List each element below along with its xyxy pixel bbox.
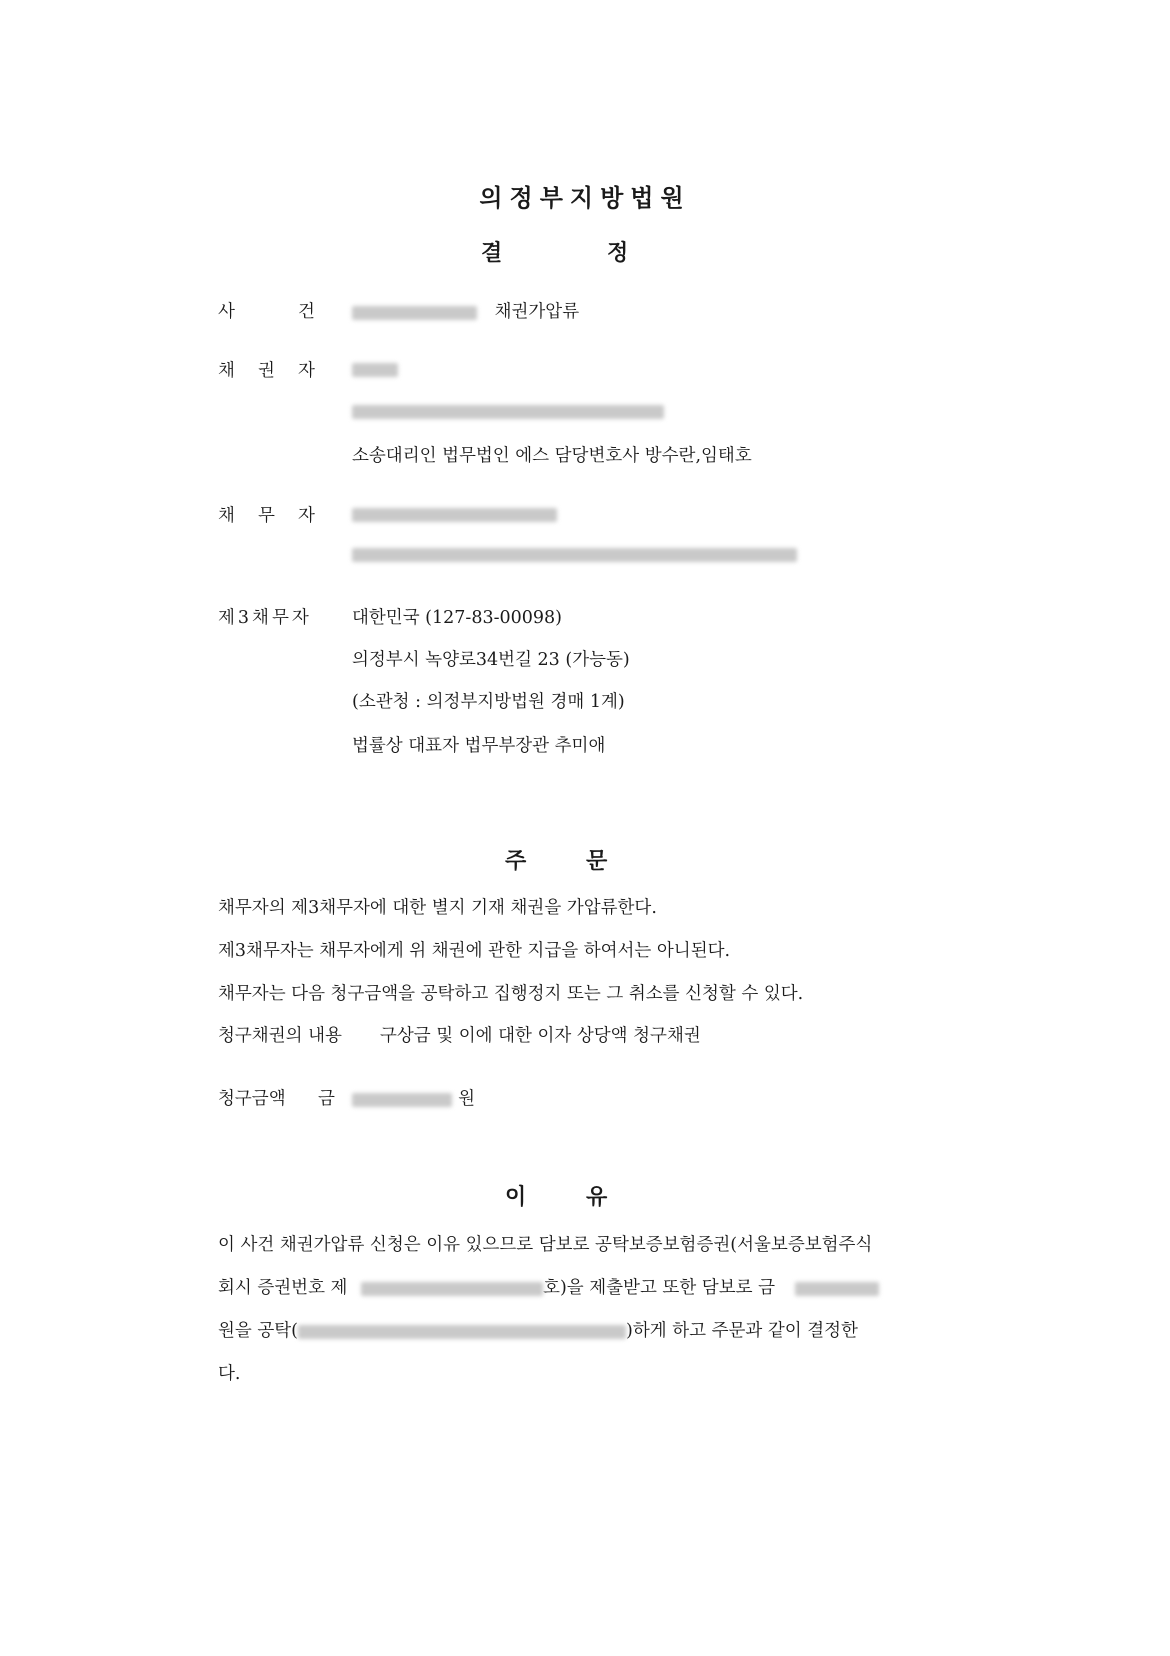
reason-line-2-b: 호)을 제출받고 또한 담보로 금	[543, 1278, 775, 1298]
court-name: 의정부지방법원	[479, 184, 691, 212]
reason-line-1: 이 사건 채권가압류 신청은 이유 있으므로 담보로 공탁보증보험증권(서울보증보험주식	[218, 1235, 873, 1255]
third-debtor-line-3: (소관청 : 의정부지방법원 경매 1계)	[352, 692, 625, 712]
case-type: 채권가압류	[494, 302, 580, 322]
order-heading-left: 주	[505, 849, 527, 874]
redacted-deposit-detail	[298, 1325, 626, 1339]
case-value	[352, 298, 579, 323]
claim-amount-suffix: 원	[458, 1089, 475, 1109]
order-heading-right: 문	[586, 849, 608, 874]
third-debtor-line-2: 의정부시 녹양로34번길 23 (가능동)	[352, 650, 630, 670]
case-label-b: 건	[298, 302, 315, 322]
title-char-left: 결	[481, 241, 503, 266]
creditor-agent: 소송대리인 법무법인 에스 담당변호사 방수란,임태호	[352, 446, 752, 466]
redacted-creditor-name	[352, 363, 398, 377]
claim-amount-prefix: 금	[318, 1089, 335, 1109]
title-char-right: 정	[607, 241, 629, 266]
reason-line-2	[218, 1274, 879, 1299]
redacted-debtor-name	[352, 508, 557, 522]
reason-heading-right: 유	[586, 1185, 608, 1210]
third-debtor-line-1: 대한민국 (127-83-00098)	[352, 608, 563, 628]
creditor-label-1: 채	[218, 361, 235, 381]
redacted-case-number	[352, 306, 477, 320]
reason-line-2-a: 회시 증권번호 제	[218, 1278, 348, 1298]
claim-content-label: 청구채권의 내용	[218, 1026, 342, 1046]
redacted-claim-amount	[352, 1093, 452, 1107]
reason-heading-left: 이	[505, 1185, 527, 1210]
reason-line-3-a: 원을 공탁(	[218, 1321, 299, 1341]
order-line-3: 채무자는 다음 청구금액을 공탁하고 집행정지 또는 그 취소를 신청할 수 있다.	[218, 984, 804, 1004]
redacted-creditor-address	[352, 405, 664, 419]
case-label-a: 사	[218, 302, 235, 322]
reason-line-3-b: )하게 하고 주문과 같이 결정한	[626, 1321, 858, 1341]
claim-amount-value	[318, 1085, 475, 1110]
order-line-1: 채무자의 제3채무자에 대한 별지 기재 채권을 가압류한다.	[218, 898, 657, 918]
third-debtor-label: 제3채무자	[218, 608, 312, 628]
redacted-debtor-address	[352, 548, 797, 562]
debtor-label-1: 채	[218, 506, 235, 526]
redacted-deposit-amount	[795, 1282, 879, 1296]
redacted-bond-number	[361, 1282, 543, 1296]
creditor-label-2: 권	[258, 361, 275, 381]
debtor-label-3: 자	[298, 506, 315, 526]
reason-line-3	[218, 1317, 858, 1342]
claim-amount-label: 청구금액	[218, 1089, 286, 1109]
claim-content-value: 구상금 및 이에 대한 이자 상당액 청구채권	[380, 1026, 701, 1046]
reason-line-4: 다.	[218, 1364, 241, 1384]
third-debtor-line-4: 법률상 대표자 법무부장관 추미애	[352, 736, 606, 756]
order-line-2: 제3채무자는 채무자에게 위 채권에 관한 지급을 하여서는 아니된다.	[218, 941, 731, 961]
debtor-label-2: 무	[258, 506, 275, 526]
creditor-label-3: 자	[298, 361, 315, 381]
